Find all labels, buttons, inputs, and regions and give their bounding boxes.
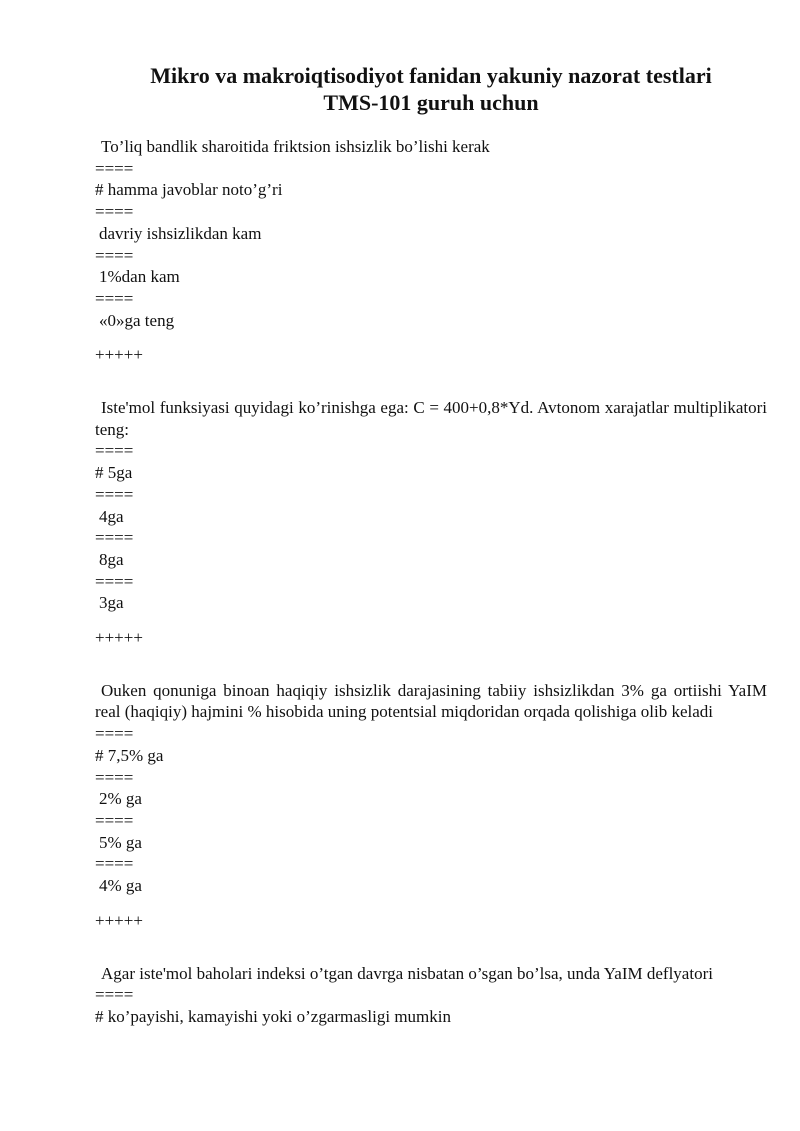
title-line-2: TMS-101 guruh uchun <box>323 90 539 115</box>
question-block <box>95 680 767 932</box>
answer-option-correct: # ko’payishi, kamayishi yoki o’zgarmasligi mumkin <box>95 1006 452 1026</box>
separator: ==== <box>95 724 134 744</box>
question-block <box>95 963 767 1028</box>
answer-option: 2% ga <box>99 789 142 809</box>
answer-option-correct: # hamma javoblar noto’g’ri <box>95 180 283 200</box>
separator: ==== <box>95 528 134 548</box>
separator: ==== <box>95 288 134 308</box>
answer-option: 5% ga <box>99 832 142 852</box>
answer-option: 4% ga <box>99 876 142 896</box>
question-block <box>95 136 767 366</box>
question-block <box>95 397 767 649</box>
separator: ==== <box>95 441 134 461</box>
answer-option-correct: # 7,5% ga <box>95 745 164 765</box>
answer-option: 4ga <box>99 506 124 526</box>
separator: ==== <box>95 245 134 265</box>
document-title <box>95 62 767 116</box>
question-text: Iste'mol funksiyasi quyidagi ko’rinishga ega: C = 400+0,8*Yd. Avtonom xarajatlar multiplikatori teng: <box>95 398 767 439</box>
document-page <box>95 62 767 1028</box>
separator: ==== <box>95 854 134 874</box>
question-end-marker: +++++ <box>95 910 143 930</box>
question-end-marker: +++++ <box>95 628 143 648</box>
separator: ==== <box>95 484 134 504</box>
answer-option: «0»ga teng <box>99 310 175 330</box>
separator: ==== <box>95 571 134 591</box>
answer-option: 1%dan kam <box>99 267 180 287</box>
question-text: To’liq bandlik sharoitida friktsion ishsizlik bo’lishi kerak <box>101 137 490 156</box>
title-line-1: Mikro va makroiqtisodiyot fanidan yakuniy nazorat testlari <box>150 63 712 88</box>
answer-option: 8ga <box>99 549 124 569</box>
question-text: Agar iste'mol baholari indeksi o’tgan davrga nisbatan o’sgan bo’lsa, unda YaIM deflyatori <box>101 963 713 983</box>
answer-option: davriy ishsizlikdan kam <box>99 223 262 243</box>
question-end-marker: +++++ <box>95 345 143 365</box>
question-text: Ouken qonuniga binoan haqiqiy ishsizlik darajasining tabiiy ishsizlikdan 3% ga ortiishi YaIM real (haqiqiy) hajmini % hisobida uning potentsial miqdoridan orqada qolishiga olib keladi <box>95 680 767 722</box>
answer-option: 3ga <box>99 593 124 613</box>
separator: ==== <box>95 767 134 787</box>
separator: ==== <box>95 158 134 178</box>
separator: ==== <box>95 810 134 830</box>
separator: ==== <box>95 985 134 1005</box>
separator: ==== <box>95 202 134 222</box>
answer-option-correct: # 5ga <box>95 463 133 483</box>
